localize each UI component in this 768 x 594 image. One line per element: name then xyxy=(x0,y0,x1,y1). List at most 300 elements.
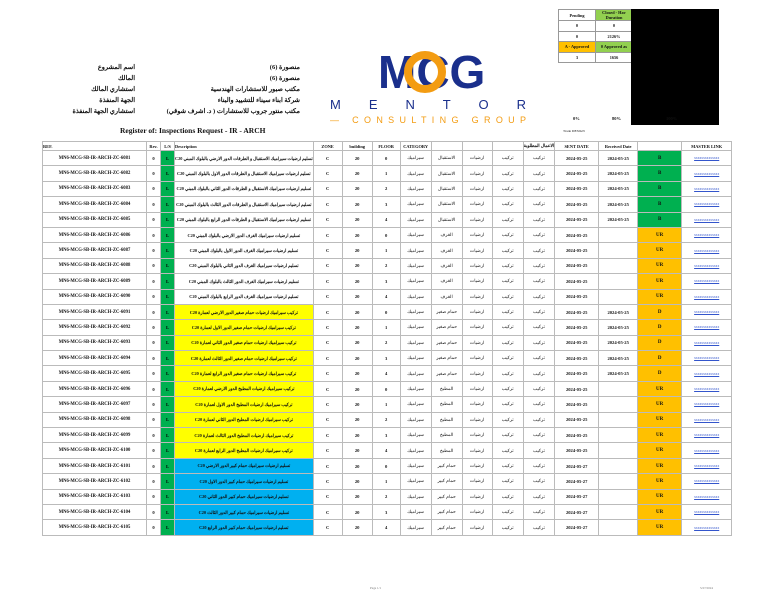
black-panel xyxy=(631,9,719,125)
ref-cell: MN6-MCG-SB-IR-ARCH-ZC-6082 xyxy=(43,166,147,181)
rev-cell: 0 xyxy=(147,412,161,427)
building-cell: 20 xyxy=(342,381,372,396)
master-link[interactable]: xxxxxxxxxxxxxx xyxy=(682,320,732,335)
received-date-cell: 2024-05-25 xyxy=(599,212,638,227)
description-cell: تسليم ارضيات سيراميك حمام كبير الدور الثاني C20 xyxy=(175,489,314,504)
master-link[interactable]: xxxxxxxxxxxxxx xyxy=(682,151,732,166)
logo-tagline: — CONSULTING GROUP xyxy=(330,115,526,125)
arabic-work-cell: تركيب xyxy=(523,489,555,504)
sent-date-cell: 2024-05-27 xyxy=(555,504,599,519)
work-cell: تركيب xyxy=(492,489,523,504)
status-cell: UR xyxy=(638,458,682,473)
building-cell: 20 xyxy=(342,212,372,227)
zone-cell: C xyxy=(313,181,342,196)
type-cell: ارضيات xyxy=(462,520,492,535)
arabic-work-cell: تركيب xyxy=(523,351,555,366)
master-link[interactable]: xxxxxxxxxxxxxx xyxy=(682,289,732,304)
building-cell: 20 xyxy=(342,197,372,212)
pct-1: 80% xyxy=(612,116,621,121)
sent-date-cell: 2024-05-25 xyxy=(555,428,599,443)
floor-cell: 4 xyxy=(372,212,400,227)
description-cell: تسليم ارضيات سيراميك الاستقبال و الطرقات الدور الثاني بالبلوك المبني C20 xyxy=(175,181,314,196)
master-link[interactable]: xxxxxxxxxxxxxx xyxy=(682,351,732,366)
ref-cell: MN6-MCG-SB-IR-ARCH-ZC-6091 xyxy=(43,304,147,319)
col-status xyxy=(638,142,682,151)
location-cell: حمام صغير xyxy=(431,304,462,319)
status-cell: UR xyxy=(638,289,682,304)
floor-cell: 0 xyxy=(372,304,400,319)
category-cell: سيراميك xyxy=(400,197,431,212)
table-row xyxy=(43,351,732,366)
type-cell: ارضيات xyxy=(462,381,492,396)
summary-header: Closed - Hav Duration xyxy=(596,10,633,21)
info-label: المالك xyxy=(118,75,135,82)
received-date-cell xyxy=(599,227,638,242)
floor-cell: 2 xyxy=(372,412,400,427)
ref-cell: MN6-MCG-SB-IR-ARCH-ZC-6083 xyxy=(43,181,147,196)
summary-cell: A - Approved xyxy=(559,42,596,53)
master-link[interactable]: xxxxxxxxxxxxxx xyxy=(682,458,732,473)
status-cell: UR xyxy=(638,258,682,273)
zone-cell: C xyxy=(313,443,342,458)
sent-date-cell: 2024-05-25 xyxy=(555,443,599,458)
location-cell: الاستقبال xyxy=(431,166,462,181)
work-cell: تركيب xyxy=(492,381,523,396)
arabic-work-cell: تركيب xyxy=(523,335,555,350)
received-date-cell xyxy=(599,428,638,443)
info-value: شركة ابناء سيناء للتشييد والبناء xyxy=(217,97,300,104)
sent-date-cell: 2024-05-27 xyxy=(555,474,599,489)
floor-cell: 2 xyxy=(372,335,400,350)
floor-cell: 1 xyxy=(372,166,400,181)
work-cell: تركيب xyxy=(492,274,523,289)
master-link[interactable]: xxxxxxxxxxxxxx xyxy=(682,227,732,242)
sent-date-cell: 2024-05-27 xyxy=(555,489,599,504)
rev-cell: 0 xyxy=(147,520,161,535)
work-cell: تركيب xyxy=(492,197,523,212)
work-cell: تركيب xyxy=(492,304,523,319)
status-cell: UR xyxy=(638,474,682,489)
master-link[interactable]: xxxxxxxxxxxxxx xyxy=(682,381,732,396)
arabic-work-cell: تركيب xyxy=(523,397,555,412)
building-cell: 20 xyxy=(342,428,372,443)
zone-cell: C xyxy=(313,304,342,319)
description-cell: تسليم ارضيات سيراميك الغرف الدور الثالث بالبلوك المبني C20 xyxy=(175,274,314,289)
lv-cell: L xyxy=(161,351,175,366)
info-value: منصورة (6) xyxy=(269,75,300,82)
ref-cell: MN6-MCG-SB-IR-ARCH-ZC-6097 xyxy=(43,397,147,412)
arabic-work-cell: تركيب xyxy=(523,289,555,304)
info-row-project xyxy=(60,63,300,74)
received-date-cell xyxy=(599,520,638,535)
lv-cell: L xyxy=(161,289,175,304)
category-cell: سيراميك xyxy=(400,397,431,412)
type-cell: ارضيات xyxy=(462,428,492,443)
info-label: استشاري المالك xyxy=(91,86,135,93)
received-date-cell xyxy=(599,504,638,519)
work-cell: تركيب xyxy=(492,366,523,381)
category-cell: سيراميك xyxy=(400,458,431,473)
description-cell: تركيب سيراميك ارضيات حمام صغير الدور الثاني لعمارة C20 xyxy=(175,335,314,350)
category-cell: سيراميك xyxy=(400,474,431,489)
zone-cell: C xyxy=(313,458,342,473)
floor-cell: 1 xyxy=(372,397,400,412)
work-cell: تركيب xyxy=(492,289,523,304)
table-row xyxy=(43,274,732,289)
master-link[interactable]: xxxxxxxxxxxxxx xyxy=(682,428,732,443)
info-row-contractor xyxy=(60,96,300,107)
floor-cell: 3 xyxy=(372,197,400,212)
status-cell: D xyxy=(638,366,682,381)
location-cell: حمام كبير xyxy=(431,474,462,489)
received-date-cell: 2024-05-25 xyxy=(599,304,638,319)
received-date-cell xyxy=(599,458,638,473)
building-cell: 20 xyxy=(342,320,372,335)
type-cell: ارضيات xyxy=(462,351,492,366)
description-cell: تسليم ارضيات سيراميك الغرف الدور الاول بالبلوك المبني C20 xyxy=(175,243,314,258)
ref-cell: MN6-MCG-SB-IR-ARCH-ZC-6100 xyxy=(43,443,147,458)
location-cell: المطبخ xyxy=(431,443,462,458)
lv-cell: L xyxy=(161,381,175,396)
lv-cell: L xyxy=(161,443,175,458)
description-cell: تسليم ارضيات سيراميك حمام كبير الدور الرابع C20 xyxy=(175,520,314,535)
status-cell: B xyxy=(638,166,682,181)
received-date-cell: 2024-05-25 xyxy=(599,320,638,335)
ref-cell: MN6-MCG-SB-IR-ARCH-ZC-6092 xyxy=(43,320,147,335)
lv-cell: L xyxy=(161,458,175,473)
received-date-cell xyxy=(599,258,638,273)
location-cell: المطبخ xyxy=(431,428,462,443)
received-date-cell: 2024-05-25 xyxy=(599,181,638,196)
arabic-work-cell: تركيب xyxy=(523,412,555,427)
master-link[interactable]: xxxxxxxxxxxxxx xyxy=(682,397,732,412)
building-cell: 20 xyxy=(342,474,372,489)
table-row xyxy=(43,458,732,473)
lv-cell: L xyxy=(161,197,175,212)
rev-cell: 0 xyxy=(147,504,161,519)
sent-date-cell: 2024-05-25 xyxy=(555,412,599,427)
ref-cell: MN6-MCG-SB-IR-ARCH-ZC-6101 xyxy=(43,458,147,473)
floor-cell: 1 xyxy=(372,243,400,258)
description-cell: تركيب سيراميك ارضيات المطبخ الدور الثاني لعمارة C20 xyxy=(175,412,314,427)
zone-cell: C xyxy=(313,335,342,350)
master-link[interactable]: xxxxxxxxxxxxxx xyxy=(682,258,732,273)
col-arabic: الاعمال المطلوبة xyxy=(523,142,555,151)
status-cell: UR xyxy=(638,443,682,458)
work-cell: تركيب xyxy=(492,458,523,473)
floor-cell: 0 xyxy=(372,151,400,166)
building-cell: 20 xyxy=(342,335,372,350)
arabic-work-cell: تركيب xyxy=(523,151,555,166)
status-cell: UR xyxy=(638,412,682,427)
arabic-work-cell: تركيب xyxy=(523,181,555,196)
description-cell: تركيب سيراميك ارضيات المطبخ الدور الارضي لعمارة C20 xyxy=(175,381,314,396)
col-c1 xyxy=(431,142,462,151)
rev-cell: 0 xyxy=(147,274,161,289)
rev-cell: 0 xyxy=(147,381,161,396)
work-cell: تركيب xyxy=(492,412,523,427)
master-link[interactable]: xxxxxxxxxxxxxx xyxy=(682,366,732,381)
status-cell: D xyxy=(638,320,682,335)
rev-cell: 0 xyxy=(147,474,161,489)
description-cell: تسليم ارضيات سيراميك حمام كبير الدور الارضي C20 xyxy=(175,458,314,473)
zone-cell: C xyxy=(313,243,342,258)
category-cell: سيراميك xyxy=(400,381,431,396)
floor-cell: 1 xyxy=(372,474,400,489)
master-link[interactable]: xxxxxxxxxxxxxx xyxy=(682,304,732,319)
arabic-work-cell: تركيب xyxy=(523,458,555,473)
master-link[interactable]: xxxxxxxxxxxxxx xyxy=(682,212,732,227)
master-link[interactable]: xxxxxxxxxxxxxx xyxy=(682,335,732,350)
col-sent: SENT DATE xyxy=(555,142,599,151)
status-cell: UR xyxy=(638,274,682,289)
lv-cell: L xyxy=(161,258,175,273)
ref-cell: MN6-MCG-SB-IR-ARCH-ZC-6085 xyxy=(43,212,147,227)
master-link[interactable]: xxxxxxxxxxxxxx xyxy=(682,520,732,535)
summary-cell: 0 Approved as xyxy=(596,42,633,53)
work-cell: تركيب xyxy=(492,335,523,350)
arabic-work-cell: تركيب xyxy=(523,166,555,181)
received-date-cell xyxy=(599,412,638,427)
lv-cell: L xyxy=(161,274,175,289)
col-building: building xyxy=(342,142,372,151)
sent-date-cell: 2024-05-25 xyxy=(555,212,599,227)
work-cell: تركيب xyxy=(492,520,523,535)
col-link: MASTER LINK xyxy=(682,142,732,151)
sent-date-cell: 2024-05-25 xyxy=(555,227,599,242)
info-row-contractor-consultant xyxy=(60,107,300,118)
col-recv: Received Date xyxy=(599,142,638,151)
sent-date-cell: 2024-05-25 xyxy=(555,381,599,396)
master-link[interactable]: xxxxxxxxxxxxxx xyxy=(682,474,732,489)
lv-cell: L xyxy=(161,320,175,335)
ref-cell: MN6-MCG-SB-IR-ARCH-ZC-6089 xyxy=(43,274,147,289)
lv-cell: L xyxy=(161,243,175,258)
table-row xyxy=(43,181,732,196)
description-cell: تسليم ارضيات سيراميك الاستقبال و الطرقات الدور الثالث بالبلوك المبني C20 xyxy=(175,197,314,212)
description-cell: تركيب سيراميك ارضيات المطبخ الدور الاول لعمارة C20 xyxy=(175,397,314,412)
description-cell: تسليم ارضيات سيراميك الاستقبال و الطرقات الدور الاول بالبلوك المبني C20 xyxy=(175,166,314,181)
rev-cell: 0 xyxy=(147,351,161,366)
info-value: منصورة (6) xyxy=(269,64,300,71)
building-cell: 20 xyxy=(342,351,372,366)
received-date-cell: 2024-05-25 xyxy=(599,166,638,181)
category-cell: سيراميك xyxy=(400,243,431,258)
building-cell: 20 xyxy=(342,366,372,381)
work-cell: تركيب xyxy=(492,227,523,242)
sent-date-cell: 2024-05-25 xyxy=(555,274,599,289)
sent-date-cell: 2024-05-25 xyxy=(555,243,599,258)
sent-date-cell: 2024-05-25 xyxy=(555,351,599,366)
logo-mentor-text: M E N T O R xyxy=(330,97,526,112)
lv-cell: L xyxy=(161,181,175,196)
zone-cell: C xyxy=(313,504,342,519)
lv-cell: L xyxy=(161,489,175,504)
work-cell: تركيب xyxy=(492,212,523,227)
work-cell: تركيب xyxy=(492,181,523,196)
status-cell: UR xyxy=(638,489,682,504)
ref-cell: MN6-MCG-SB-IR-ARCH-ZC-6090 xyxy=(43,289,147,304)
location-cell: المطبخ xyxy=(431,412,462,427)
table-row xyxy=(43,151,732,166)
master-link[interactable]: xxxxxxxxxxxxxx xyxy=(682,274,732,289)
info-label: الجهة المنفذة xyxy=(99,97,135,104)
category-cell: سيراميك xyxy=(400,366,431,381)
sent-date-cell: 2024-05-25 xyxy=(555,151,599,166)
type-cell: ارضيات xyxy=(462,212,492,227)
arabic-work-cell: تركيب xyxy=(523,243,555,258)
floor-cell: 4 xyxy=(372,443,400,458)
lv-cell: L xyxy=(161,474,175,489)
summary-table xyxy=(558,9,633,63)
received-date-cell: 2024-05-25 xyxy=(599,366,638,381)
col-category: CATEGORY xyxy=(400,142,431,151)
type-cell: ارضيات xyxy=(462,366,492,381)
work-cell: تركيب xyxy=(492,351,523,366)
type-cell: ارضيات xyxy=(462,474,492,489)
description-cell: تسليم ارضيات سيراميك حمام كبير الدور الثالث C20 xyxy=(175,504,314,519)
building-cell: 20 xyxy=(342,243,372,258)
category-cell: سيراميك xyxy=(400,166,431,181)
location-cell: الغرف xyxy=(431,227,462,242)
location-cell: حمام كبير xyxy=(431,504,462,519)
status-cell: UR xyxy=(638,520,682,535)
received-date-cell xyxy=(599,289,638,304)
floor-cell: 0 xyxy=(372,227,400,242)
location-cell: الاستقبال xyxy=(431,197,462,212)
table-row xyxy=(43,243,732,258)
ref-cell: MN6-MCG-SB-IR-ARCH-ZC-6088 xyxy=(43,258,147,273)
status-cell: B xyxy=(638,181,682,196)
arabic-work-cell: تركيب xyxy=(523,212,555,227)
category-cell: سيراميك xyxy=(400,489,431,504)
arabic-work-cell: تركيب xyxy=(523,474,555,489)
rev-cell: 0 xyxy=(147,151,161,166)
arabic-work-cell: تركيب xyxy=(523,428,555,443)
status-cell: UR xyxy=(638,243,682,258)
category-cell: سيراميك xyxy=(400,181,431,196)
table-row xyxy=(43,304,732,319)
sent-date-cell: 2024-05-25 xyxy=(555,320,599,335)
zone-cell: C xyxy=(313,381,342,396)
ref-cell: MN6-MCG-SB-IR-ARCH-ZC-6103 xyxy=(43,489,147,504)
master-link[interactable]: xxxxxxxxxxxxxx xyxy=(682,443,732,458)
table-row xyxy=(43,320,732,335)
floor-cell: 4 xyxy=(372,520,400,535)
status-cell: B xyxy=(638,151,682,166)
sent-date-cell: 2024-05-27 xyxy=(555,458,599,473)
zone-cell: C xyxy=(313,351,342,366)
zone-cell: C xyxy=(313,489,342,504)
type-cell: ارضيات xyxy=(462,274,492,289)
summary-note: Trade DESIGN xyxy=(563,129,585,133)
location-cell: الاستقبال xyxy=(431,181,462,196)
table-row xyxy=(43,381,732,396)
zone-cell: C xyxy=(313,397,342,412)
master-link[interactable]: xxxxxxxxxxxxxx xyxy=(682,166,732,181)
building-cell: 20 xyxy=(342,304,372,319)
arabic-work-cell: تركيب xyxy=(523,366,555,381)
status-cell: UR xyxy=(638,504,682,519)
description-cell: تسليم ارضيات سيراميك حمام كبير الدور الاول C20 xyxy=(175,474,314,489)
master-link[interactable]: xxxxxxxxxxxxxx xyxy=(682,181,732,196)
category-cell: سيراميك xyxy=(400,443,431,458)
sent-date-cell: 2024-05-25 xyxy=(555,181,599,196)
work-cell: تركيب xyxy=(492,397,523,412)
building-cell: 20 xyxy=(342,166,372,181)
arabic-work-cell: تركيب xyxy=(523,443,555,458)
master-link[interactable]: xxxxxxxxxxxxxx xyxy=(682,412,732,427)
building-cell: 20 xyxy=(342,397,372,412)
mcg-mentor-logo xyxy=(328,44,538,126)
location-cell: المطبخ xyxy=(431,381,462,396)
received-date-cell xyxy=(599,381,638,396)
summary-cell: 3 xyxy=(559,52,596,63)
received-date-cell xyxy=(599,489,638,504)
description-cell: تسليم ارضيات سيراميك الغرف الدور الارضي بالبلوك المبني C20 xyxy=(175,227,314,242)
zone-cell: C xyxy=(313,289,342,304)
location-cell: حمام كبير xyxy=(431,489,462,504)
table-row xyxy=(43,428,732,443)
sent-date-cell: 2024-05-25 xyxy=(555,289,599,304)
lv-cell: L xyxy=(161,366,175,381)
arabic-work-cell: تركيب xyxy=(523,320,555,335)
category-cell: سيراميك xyxy=(400,227,431,242)
ref-cell: MN6-MCG-SB-IR-ARCH-ZC-6105 xyxy=(43,520,147,535)
info-value: مكتب صبور للاستشارات الهندسية xyxy=(210,86,300,93)
rev-cell: 0 xyxy=(147,458,161,473)
location-cell: حمام صغير xyxy=(431,320,462,335)
ref-cell: MN6-MCG-SB-IR-ARCH-ZC-6081 xyxy=(43,151,147,166)
work-cell: تركيب xyxy=(492,474,523,489)
building-cell: 20 xyxy=(342,274,372,289)
master-link[interactable]: xxxxxxxxxxxxxx xyxy=(682,504,732,519)
ref-cell: MN6-MCG-SB-IR-ARCH-ZC-6104 xyxy=(43,504,147,519)
received-date-cell xyxy=(599,443,638,458)
status-cell: D xyxy=(638,304,682,319)
building-cell: 20 xyxy=(342,227,372,242)
work-cell: تركيب xyxy=(492,258,523,273)
floor-cell: 3 xyxy=(372,351,400,366)
rev-cell: 0 xyxy=(147,166,161,181)
table-row xyxy=(43,397,732,412)
floor-cell: 1 xyxy=(372,320,400,335)
type-cell: ارضيات xyxy=(462,458,492,473)
type-cell: ارضيات xyxy=(462,227,492,242)
received-date-cell: 2024-05-25 xyxy=(599,151,638,166)
arabic-work-cell: تركيب xyxy=(523,381,555,396)
table-row xyxy=(43,335,732,350)
logo-mcg-text: MCG xyxy=(378,46,486,98)
received-date-cell xyxy=(599,397,638,412)
master-link[interactable]: xxxxxxxxxxxxxx xyxy=(682,243,732,258)
location-cell: الاستقبال xyxy=(431,151,462,166)
lv-cell: L xyxy=(161,397,175,412)
category-cell: سيراميك xyxy=(400,304,431,319)
zone-cell: C xyxy=(313,166,342,181)
lv-cell: L xyxy=(161,428,175,443)
zone-cell: C xyxy=(313,412,342,427)
description-cell: تسليم ارضيات سيراميك الاستقبال و الطرقات الدور الارضي بالبلوك المبني C20 xyxy=(175,151,314,166)
zone-cell: C xyxy=(313,227,342,242)
work-cell: تركيب xyxy=(492,443,523,458)
master-link[interactable]: xxxxxxxxxxxxxx xyxy=(682,197,732,212)
master-link[interactable]: xxxxxxxxxxxxxx xyxy=(682,489,732,504)
location-cell: الغرف xyxy=(431,243,462,258)
rev-cell: 0 xyxy=(147,320,161,335)
type-cell: ارضيات xyxy=(462,166,492,181)
type-cell: ارضيات xyxy=(462,443,492,458)
